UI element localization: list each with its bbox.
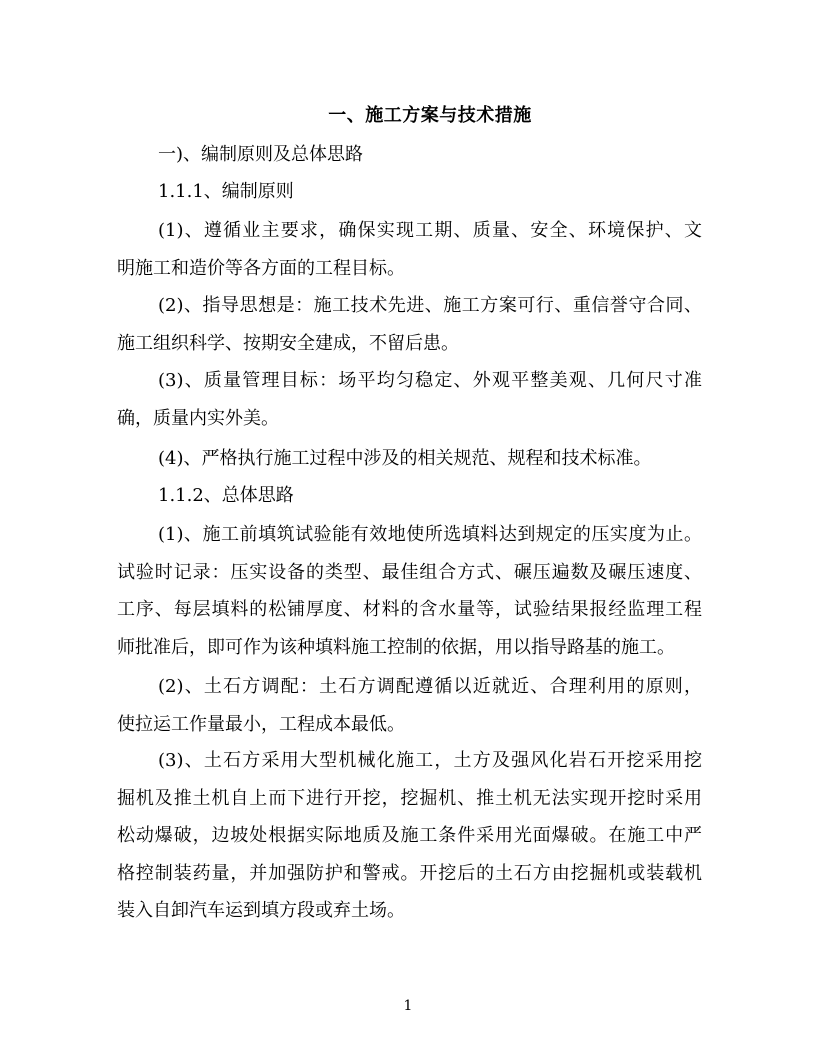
paragraph bbox=[117, 668, 702, 743]
text-line: 明施工和造价等各方面的工程目标。 bbox=[117, 257, 405, 279]
text-line: (2)、土石方调配：土石方调配遵循以近就近、合理利用的原则， bbox=[158, 676, 702, 697]
text-line: (1)、施工前填筑试验能有效地使所选填料达到规定的压实度为止。 bbox=[158, 524, 702, 545]
text-line: 工序、每层填料的松铺厚度、材料的含水量等，试验结果报经监理工程 bbox=[117, 599, 702, 620]
page-title: 一、施工方案与技术措施 bbox=[328, 105, 532, 126]
paragraph bbox=[117, 362, 702, 437]
text-line: 格控制装药量，并加强防护和警戒。开挖后的土石方由挖掘机或装载机 bbox=[117, 862, 702, 884]
text-line: (2)、指导思想是：施工技术先进、施工方案可行、重信誉守合同、 bbox=[158, 295, 702, 316]
text-line: (3)、土石方采用大型机械化施工，土方及强风化岩石开挖采用挖 bbox=[158, 750, 702, 771]
paragraph bbox=[117, 440, 702, 478]
paragraph bbox=[117, 742, 702, 930]
paragraph bbox=[117, 212, 702, 287]
subsection-heading: 1.1.2、总体思路 bbox=[158, 485, 294, 506]
text-line: 确，质量内实外美。 bbox=[117, 407, 279, 429]
text-line: 使拉运工作量最小，工程成本最低。 bbox=[117, 713, 405, 735]
text-line: 装入自卸汽车运到填方段或弃土场。 bbox=[117, 900, 405, 921]
text-line: (1)、遵循业主要求，确保实现工期、质量、安全、环境保护、文 bbox=[158, 220, 702, 241]
text-line: 试验时记录：压实设备的类型、最佳组合方式、碾压遍数及碾压速度、 bbox=[117, 561, 702, 583]
page-number: 1 bbox=[403, 998, 413, 1014]
text-line: (4)、严格执行施工过程中涉及的相关规范、规程和技术标准。 bbox=[158, 448, 652, 469]
text-line: 掘机及推土机自上而下进行开挖，挖掘机、推土机无法实现开挖时采用 bbox=[117, 787, 702, 809]
text-line: 师批准后，即可作为该种填料施工控制的依据，用以指导路基的施工。 bbox=[117, 636, 675, 658]
text-line: 松动爆破，边坡处根据实际地质及施工条件采用光面爆破。在施工中严 bbox=[117, 825, 702, 846]
section-heading: 一)、编制原则及总体思路 bbox=[158, 144, 364, 165]
paragraph bbox=[117, 516, 702, 666]
paragraph bbox=[117, 287, 702, 362]
text-line: 施工组织科学、按期安全建成，不留后患。 bbox=[117, 332, 459, 354]
subsection-heading: 1.1.1、编制原则 bbox=[158, 181, 294, 202]
text-line: (3)、质量管理目标：场平均匀稳定、外观平整美观、几何尺寸准 bbox=[158, 370, 702, 391]
